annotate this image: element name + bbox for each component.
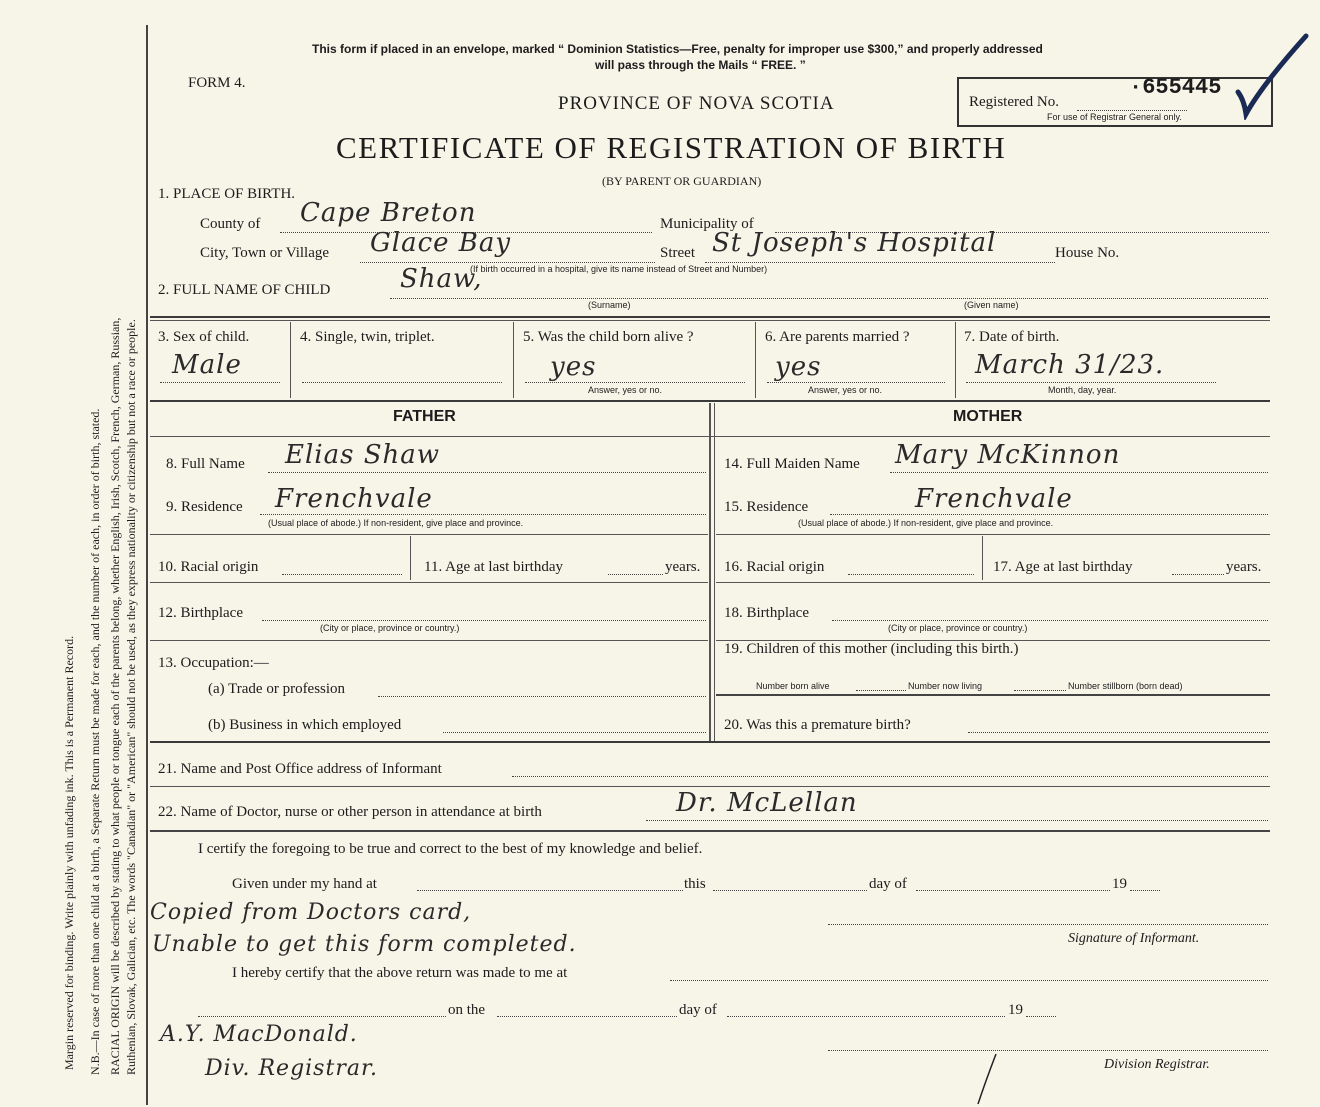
sex-value: Male xyxy=(172,350,242,380)
registered-label: Registered No. xyxy=(969,94,1059,110)
alive-value: yes xyxy=(550,352,597,382)
father-racial-label: 10. Racial origin xyxy=(158,559,259,575)
father-name: Elias Shaw xyxy=(285,440,441,470)
mother-name: Mary McKinnon xyxy=(895,440,1121,470)
now-living-line xyxy=(1014,690,1066,691)
county-label: County of xyxy=(200,216,261,232)
multiple-label: 4. Single, twin, triplet. xyxy=(300,329,435,345)
given-label: Given under my hand at xyxy=(232,876,377,892)
business-line xyxy=(443,732,706,733)
city-value: Glace Bay xyxy=(370,228,512,258)
born-alive-line xyxy=(856,690,906,691)
father-age-line xyxy=(608,574,663,575)
surname-caption: (Surname) xyxy=(588,300,631,310)
father-racial-divider xyxy=(410,536,411,580)
married-line xyxy=(767,382,945,383)
registrar-place-line-2 xyxy=(198,1016,446,1017)
given-year-line xyxy=(1130,890,1160,891)
father-years: years. xyxy=(665,559,701,575)
pen-stroke-icon xyxy=(972,1050,1002,1107)
born-alive-label: Number born alive xyxy=(756,681,830,691)
father-birthplace-label: 12. Birthplace xyxy=(158,605,243,621)
mother-racial-divider xyxy=(982,536,983,580)
child-name-label: 2. FULL NAME OF CHILD xyxy=(158,282,331,298)
mother-residence: Frenchvale xyxy=(915,484,1073,514)
mother-name-line xyxy=(890,472,1268,473)
business-label: (b) Business in which employed xyxy=(208,717,402,733)
father-age-label: 11. Age at last birthday xyxy=(424,559,563,575)
mother-heading: MOTHER xyxy=(953,408,1023,425)
mail-notice-2: will pass through the Mails “ FREE. ” xyxy=(595,58,806,72)
registrar-signature-1: A.Y. MacDonald. xyxy=(160,1022,358,1047)
rule-parents-bottom xyxy=(150,741,1270,743)
municipality-label: Municipality of xyxy=(660,216,754,232)
margin-rule xyxy=(146,25,148,1105)
registrar-place-line xyxy=(670,980,1268,981)
given-day-line xyxy=(713,890,867,891)
father-birthplace-caption: (City or place, province or country.) xyxy=(320,623,460,633)
premature-line xyxy=(968,732,1268,733)
dob-caption: Month, day, year. xyxy=(1048,385,1117,395)
given-day-of: day of xyxy=(869,876,907,892)
box-divider-3 xyxy=(755,322,756,398)
informant-signature-line xyxy=(828,924,1268,925)
registered-dots xyxy=(1077,110,1187,111)
registrar-note: For use of Registrar General only. xyxy=(1047,112,1182,122)
given-this: this xyxy=(684,876,706,892)
father-rule-1 xyxy=(150,534,708,535)
house-label: House No. xyxy=(1055,245,1120,261)
child-surname: Shaw, xyxy=(400,264,483,294)
city-label: City, Town or Village xyxy=(200,245,330,261)
alive-label: 5. Was the child born alive ? xyxy=(523,329,694,345)
mother-age-line xyxy=(1172,574,1224,575)
doctor-label: 22. Name of Doctor, nurse or other person in attendance at birth xyxy=(158,804,542,820)
mother-birthplace-line xyxy=(832,620,1268,621)
father-birthplace-line xyxy=(262,620,706,621)
checkmark-icon xyxy=(1232,30,1312,120)
registrar-year-line xyxy=(1026,1016,1056,1017)
premature-label: 20. Was this a premature birth? xyxy=(724,717,911,733)
mother-age-label: 17. Age at last birthday xyxy=(993,559,1133,575)
given-year: 19 xyxy=(1112,876,1127,892)
now-living-label: Number now living xyxy=(908,681,983,691)
racial-note-2: Ruthenian, Slovak, Galician, etc. The words "Canadian" or "American" should not be used, as they express nationality or citizenship but not a race or people. xyxy=(124,319,138,1075)
copied-note-2: Unable to get this form completed. xyxy=(152,932,577,957)
rule-informant xyxy=(150,786,1270,787)
copied-note-1: Copied from Doctors card, xyxy=(150,900,472,925)
trade-label: (a) Trade or profession xyxy=(208,681,346,697)
father-residence-line xyxy=(260,514,706,515)
rule-top-boxes xyxy=(150,316,1270,318)
registrar-day-of: day of xyxy=(679,1002,717,1018)
father-rule-2 xyxy=(150,582,708,583)
mail-notice-1: This form if placed in an envelope, marked “ Dominion Statistics—Free, penalty for improper use $300,” and properly addressed xyxy=(312,42,1043,56)
nb-note: N.B.—In case of more than one child at a birth, a Separate Return must be made for each, and the number of each, in order of birth, stated. xyxy=(88,408,102,1075)
box-divider-1 xyxy=(290,322,291,398)
doctor-line xyxy=(646,820,1268,821)
dob-label: 7. Date of birth. xyxy=(964,329,1060,345)
occupation-label: 13. Occupation:— xyxy=(158,655,269,671)
married-value: yes xyxy=(775,352,822,382)
margin-note: Margin reserved for binding. Write plainly with unfading ink. This is a Permanent Record. xyxy=(62,635,76,1070)
mother-birthplace-caption: (City or place, province or country.) xyxy=(888,623,1028,633)
division-registrar-caption: Division Registrar. xyxy=(1104,1057,1210,1072)
street-value: St Joseph's Hospital xyxy=(712,228,997,258)
given-month-line xyxy=(916,890,1110,891)
alive-line xyxy=(525,382,745,383)
married-label: 6. Are parents married ? xyxy=(765,329,910,345)
dob-line xyxy=(966,382,1216,383)
registrar-year: 19 xyxy=(1008,1002,1023,1018)
informant-label: 21. Name and Post Office address of Informant xyxy=(158,761,442,777)
registrar-day-line xyxy=(497,1016,677,1017)
street-line xyxy=(705,262,1055,263)
father-rule-3 xyxy=(150,640,708,641)
rule-top-boxes-2 xyxy=(150,320,1270,321)
place-heading: 1. PLACE OF BIRTH. xyxy=(158,186,296,202)
box-divider-4 xyxy=(955,322,956,398)
rule-parents-top xyxy=(150,400,1270,402)
stillborn-label: Number stillborn (born dead) xyxy=(1068,681,1183,691)
certificate-subtitle: (BY PARENT OR GUARDIAN) xyxy=(602,174,762,188)
parents-divider-2 xyxy=(714,403,715,741)
registrar-signature-line xyxy=(828,1050,1268,1051)
father-racial-line xyxy=(282,574,402,575)
province-title: PROVINCE OF NOVA SCOTIA xyxy=(558,93,835,114)
registrar-signature-2: Div. Registrar. xyxy=(205,1056,379,1081)
registered-box xyxy=(957,77,1273,127)
box-divider-2 xyxy=(513,322,514,398)
father-abode-caption: (Usual place of abode.) If non-resident, give place and province. xyxy=(268,518,524,528)
mother-racial-line xyxy=(848,574,974,575)
registrar-month-line xyxy=(727,1016,1005,1017)
father-name-label: 8. Full Name xyxy=(166,456,245,472)
mother-racial-label: 16. Racial origin xyxy=(724,559,825,575)
mother-birthplace-label: 18. Birthplace xyxy=(724,605,809,621)
child-name-line xyxy=(390,298,1268,299)
registrar-certify: I hereby certify that the above return was made to me at xyxy=(232,965,568,981)
hospital-note: (If birth occurred in a hospital, give its name instead of Street and Number) xyxy=(470,264,768,274)
certificate-title: CERTIFICATE OF REGISTRATION OF BIRTH xyxy=(336,130,1007,165)
father-heading: FATHER xyxy=(393,408,456,425)
father-name-line xyxy=(268,472,706,473)
parents-divider xyxy=(709,403,711,741)
certify-text: I certify the foregoing to be true and correct to the best of my knowledge and belief. xyxy=(198,841,703,857)
city-line xyxy=(360,262,655,263)
children-label: 19. Children of this mother (including this birth.) xyxy=(724,641,1019,657)
racial-note-1: RACIAL ORIGIN will be described by stating to what people or tongue each of the parents belong, whether English, Irish, Scotch, French, German, Russian, xyxy=(108,317,122,1075)
informant-line xyxy=(512,776,1268,777)
mother-residence-label: 15. Residence xyxy=(724,499,809,515)
mother-rule-1 xyxy=(716,534,1270,535)
married-caption: Answer, yes or no. xyxy=(808,385,883,395)
alive-caption: Answer, yes or no. xyxy=(588,385,663,395)
multiple-line xyxy=(302,382,502,383)
given-caption: (Given name) xyxy=(964,300,1019,310)
mother-abode-caption: (Usual place of abode.) If non-resident, give place and province. xyxy=(798,518,1054,528)
mother-years: years. xyxy=(1226,559,1262,575)
signature-caption: Signature of Informant. xyxy=(1068,931,1200,946)
street-label: Street xyxy=(660,245,695,261)
county-value: Cape Breton xyxy=(300,198,477,228)
mother-rule-4 xyxy=(716,694,1270,696)
given-place-line xyxy=(417,890,683,891)
father-residence: Frenchvale xyxy=(275,484,433,514)
sex-label: 3. Sex of child. xyxy=(158,329,250,345)
mother-rule-2 xyxy=(716,582,1270,583)
registered-number: ·655445 xyxy=(1129,75,1222,100)
mother-name-label: 14. Full Maiden Name xyxy=(724,456,860,472)
dob-value: March 31/23. xyxy=(975,350,1165,380)
doctor-value: Dr. McLellan xyxy=(676,788,858,818)
mother-residence-line xyxy=(830,514,1268,515)
father-residence-label: 9. Residence xyxy=(166,499,243,515)
trade-line xyxy=(378,696,706,697)
form-number: FORM 4. xyxy=(188,75,246,91)
registrar-on-the: on the xyxy=(448,1002,486,1018)
rule-doctor xyxy=(150,830,1270,832)
left-margin-notes xyxy=(0,0,150,1107)
sex-line xyxy=(160,382,280,383)
